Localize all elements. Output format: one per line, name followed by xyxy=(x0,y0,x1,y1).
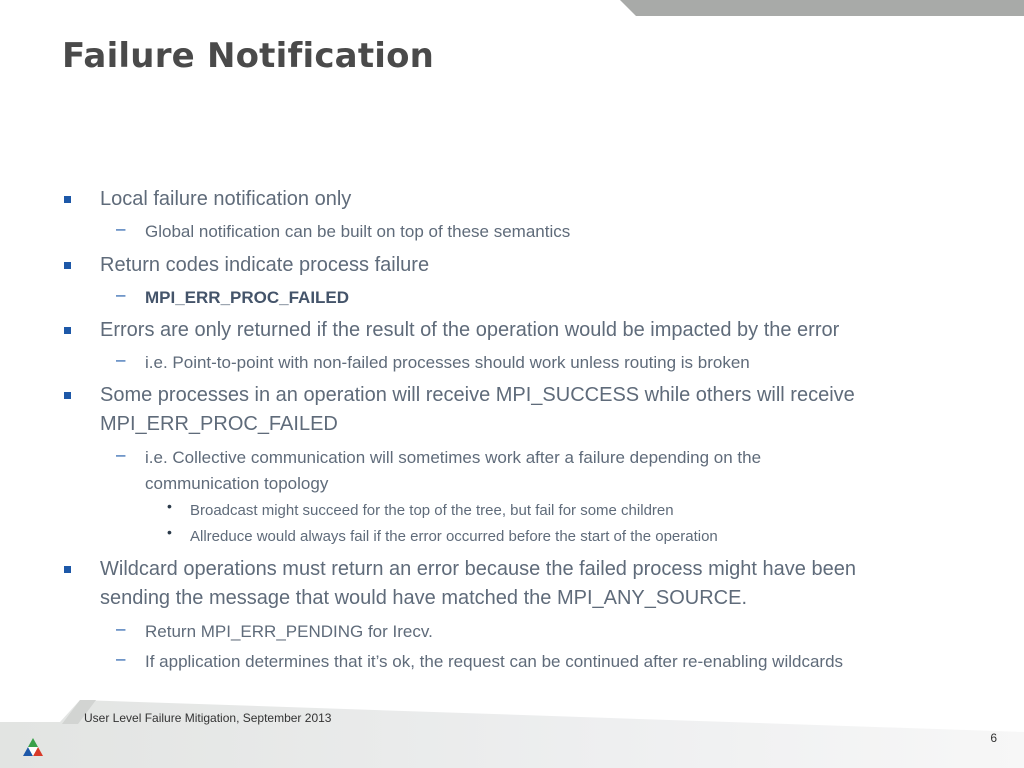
square-bullet-icon xyxy=(64,327,71,334)
bullet-item: Local failure notification only xyxy=(100,188,352,210)
square-bullet-icon xyxy=(64,392,71,399)
bullet-item-continuation: MPI_ERR_PROC_FAILED xyxy=(100,413,338,435)
square-bullet-icon xyxy=(64,262,71,269)
sub-bullet-item: MPI_ERR_PROC_FAILED xyxy=(145,288,350,307)
dash-bullet-icon: – xyxy=(116,350,126,369)
dash-bullet-icon: – xyxy=(116,649,126,668)
dot-bullet-icon: • xyxy=(167,524,172,540)
sub-sub-bullet-item: Broadcast might succeed for the top of the tree, but fail for some children xyxy=(190,502,674,519)
bullet-item: Wildcard operations must return an error because the failed process might have been xyxy=(100,558,856,580)
top-decorative-bar xyxy=(0,0,1024,16)
slide-title: Failure Notification xyxy=(62,36,435,76)
dash-bullet-icon: – xyxy=(116,445,126,464)
footer-text: User Level Failure Mitigation, September 2013 xyxy=(84,711,332,725)
dash-bullet-icon: – xyxy=(116,219,126,238)
sub-bullet-item: Global notification can be built on top of these semantics xyxy=(145,222,571,241)
sub-bullet-item-continuation: communication topology xyxy=(145,474,329,493)
sub-bullet-item: i.e. Point-to-point with non-failed processes should work unless routing is broken xyxy=(145,353,750,372)
dash-bullet-icon: – xyxy=(116,285,126,304)
sub-bullet-item: If application determines that it’s ok, the request can be continued after re-enabling wildcards xyxy=(145,652,844,671)
sub-bullet-item: Return MPI_ERR_PENDING for Irecv. xyxy=(145,622,433,641)
page-number: 6 xyxy=(990,731,997,745)
argonne-logo-icon xyxy=(21,737,45,759)
bullet-item: Errors are only returned if the result of the operation would be impacted by the error xyxy=(100,319,840,341)
dash-bullet-icon: – xyxy=(116,619,126,638)
bullet-item-continuation: sending the message that would have matched the MPI_ANY_SOURCE. xyxy=(100,587,748,609)
square-bullet-icon xyxy=(64,196,71,203)
bullet-item: Some processes in an operation will receive MPI_SUCCESS while others will receive xyxy=(100,384,855,406)
bullet-item: Return codes indicate process failure xyxy=(100,254,430,276)
sub-bullet-item: i.e. Collective communication will sometimes work after a failure depending on the xyxy=(145,448,762,467)
sub-sub-bullet-item: Allreduce would always fail if the error occurred before the start of the operation xyxy=(190,528,718,545)
square-bullet-icon xyxy=(64,566,71,573)
dot-bullet-icon: • xyxy=(167,498,172,514)
